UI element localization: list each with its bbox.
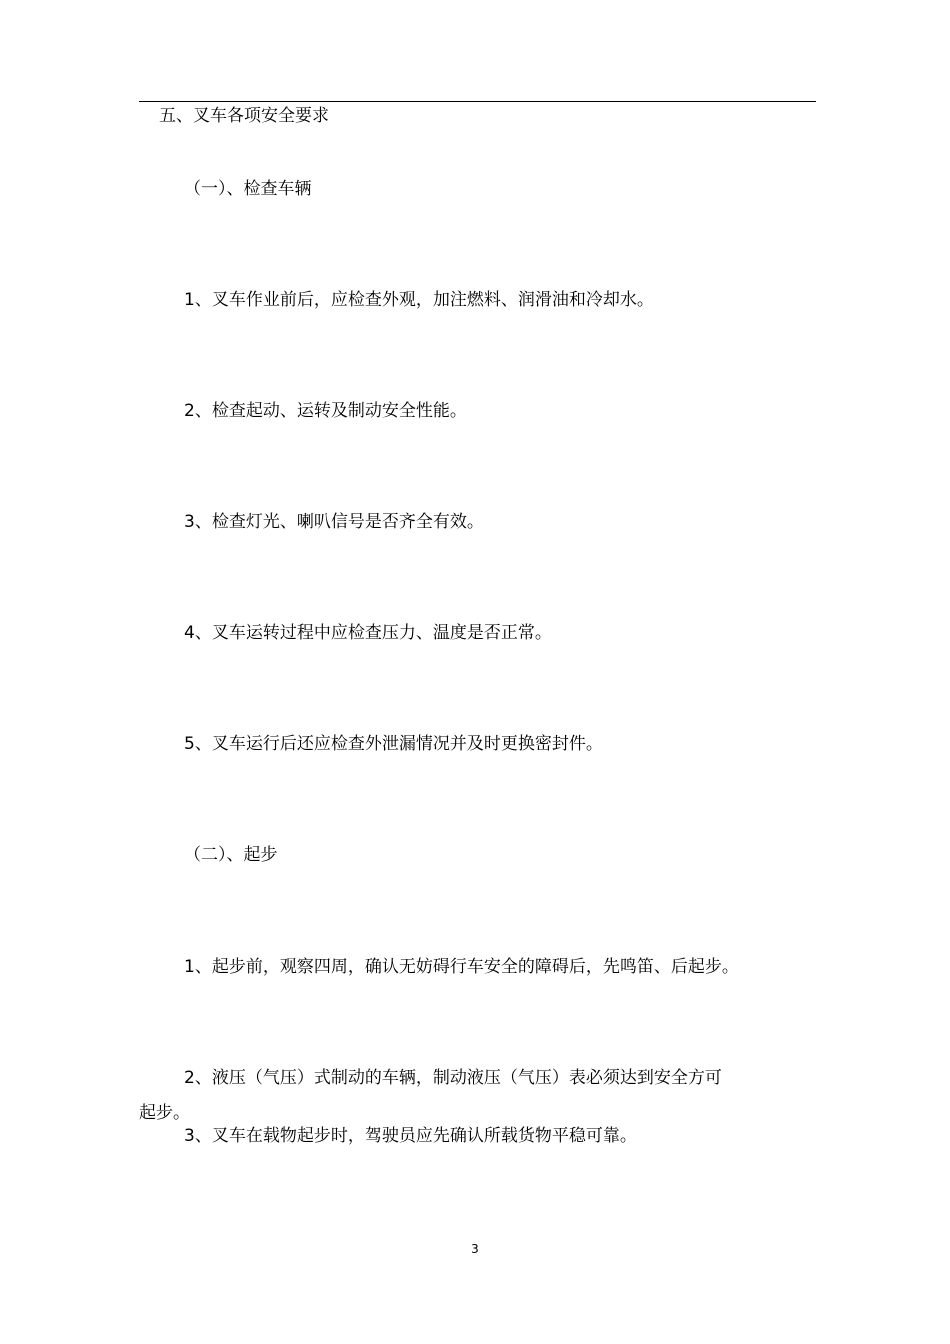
list-item: 3、检查灯光、喇叭信号是否齐全有效。 [184, 512, 484, 532]
section-title: 五、叉车各项安全要求 [159, 106, 329, 126]
list-item: 4、叉车运转过程中应检查压力、温度是否正常。 [184, 623, 552, 643]
list-item: 2、检查起动、运转及制动安全性能。 [184, 401, 467, 421]
list-item: 2、液压（气压）式制动的车辆，制动液压（气压）表必须达到安全方可 [184, 1068, 722, 1088]
list-item-continuation: 起步。 [139, 1103, 190, 1123]
list-item: 1、起步前，观察四周，确认无妨碍行车安全的障碍后，先鸣笛、后起步。 [184, 957, 739, 977]
list-item: 3、叉车在载物起步时，驾驶员应先确认所载货物平稳可靠。 [184, 1126, 637, 1146]
page-number: 3 [471, 1242, 479, 1256]
list-item: 5、叉车运行后还应检查外泄漏情况并及时更换密封件。 [184, 734, 603, 754]
header-rule [139, 101, 816, 102]
subsection-heading-check-vehicle: （一）、检查车辆 [184, 179, 312, 199]
list-item: 1、叉车作业前后，应检查外观，加注燃料、润滑油和冷却水。 [184, 290, 654, 310]
subsection-heading-start: （二）、起步 [184, 845, 278, 865]
